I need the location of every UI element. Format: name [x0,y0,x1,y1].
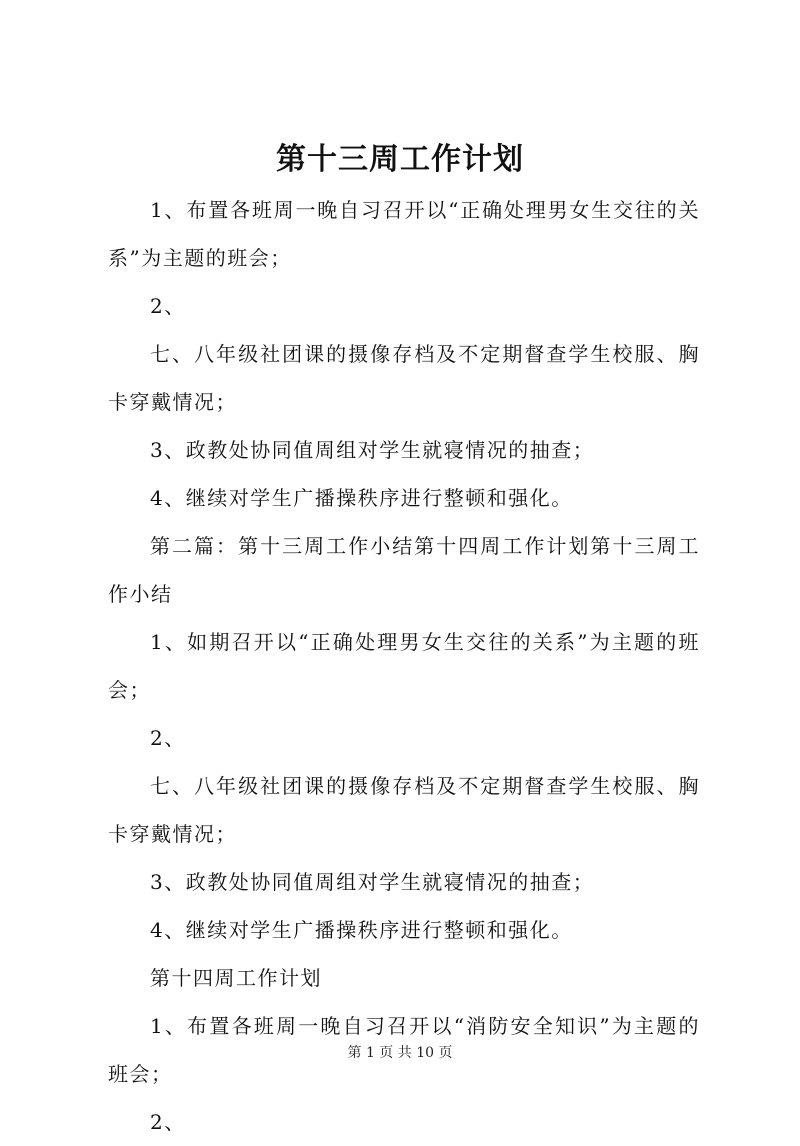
paragraph: 1、如期召开以“正确处理男女生交往的关系”为主题的班会； [108,630,700,702]
section-heading: 第二篇：第十三周工作小结第十四周工作计划第十三周工作小结 [108,534,700,606]
document-title: 第十三周工作计划 [276,142,524,177]
paragraph: 2、 [150,726,186,750]
document-body [108,186,700,1146]
paragraph: 3、政教处协同值周组对学生就寝情况的抽查； [150,870,595,894]
section-heading: 第十四周工作计划 [150,966,322,990]
paragraph: 1、布置各班周一晚自习召开以“消防安全知识”为主题的班会； [108,1014,700,1086]
paragraph: 七、八年级社团课的摄像存档及不定期督查学生校服、胸卡穿戴情况； [108,774,700,846]
paragraph: 4、继续对学生广播操秩序进行整顿和强化。 [150,486,573,510]
paragraph: 4、继续对学生广播操秩序进行整顿和强化。 [150,918,573,942]
page-footer: 第 1 页 共 10 页 [347,1045,453,1061]
paragraph: 3、政教处协同值周组对学生就寝情况的抽查； [150,438,595,462]
paragraph: 1、布置各班周一晚自习召开以“正确处理男女生交往的关系”为主题的班会； [108,198,700,270]
paragraph: 七、八年级社团课的摄像存档及不定期督查学生校服、胸卡穿戴情况； [108,342,700,414]
paragraph: 2、 [150,1110,186,1134]
paragraph: 2、 [150,294,186,318]
